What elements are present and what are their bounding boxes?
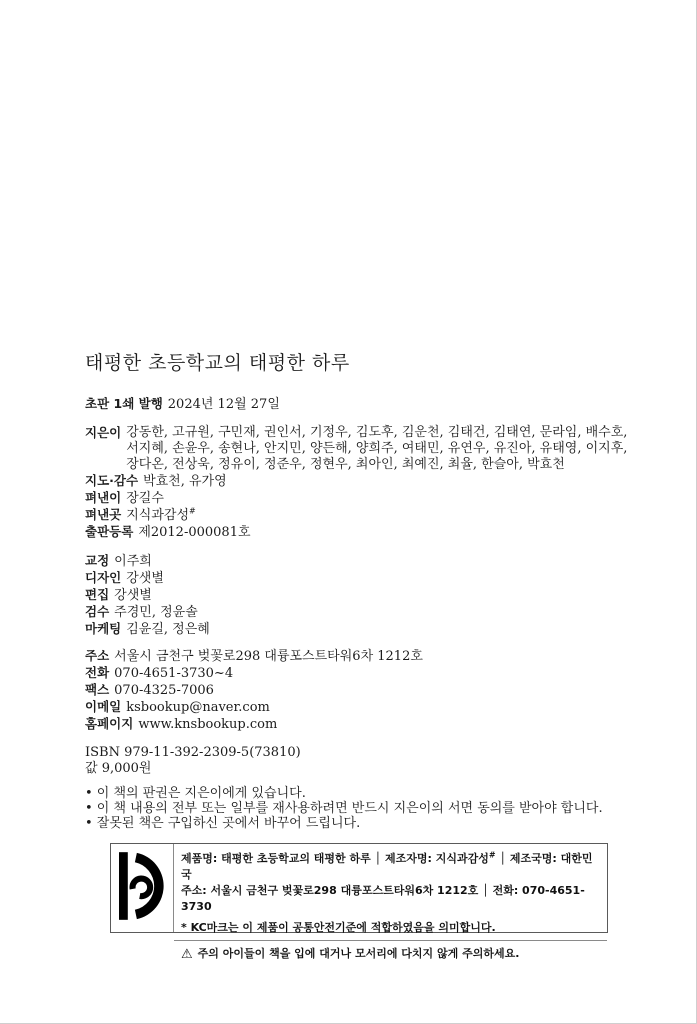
proofreading-value: 이주희 [114,554,152,569]
isbn-section [85,745,636,777]
book-title: 태평한 초등학교의 태평한 하루 [85,352,350,374]
marketing-row [85,621,636,638]
phone-row [85,665,636,682]
authors-row [85,425,636,473]
address-row [85,648,636,665]
edition-section [85,396,636,413]
kc-country-text: │ 제조국명: 대한민국 [181,852,593,881]
authors-line-1: 강동한, 고규원, 구민재, 권인서, 기정우, 김도후, 김운천, 김태건, 김태연, 문라임, 배수호, [126,425,628,440]
kc-brand-mark: # [488,850,496,860]
authors-label: 지은이 [85,425,122,440]
publication-section [85,425,636,541]
editing-row [85,587,636,604]
email-row [85,699,636,716]
homepage-label: 홈페이지 [85,716,134,731]
design-label: 디자인 [85,570,122,585]
notice-reuse-permission: • 이 책 내용의 전부 또는 일부를 재사용하려면 반드시 지은이의 서면 동의를 받아야 합니다. [85,801,603,816]
email-value: ksbookup@naver.com [126,700,270,715]
editing-value: 강샛별 [114,588,152,603]
kc-product-line [181,851,599,883]
publisher-row [85,490,636,507]
notice-defective-exchange: • 잘못된 책은 구입하신 곳에서 바꾸어 드립니다. [85,816,361,831]
kc-product-info [174,844,607,940]
registration-row [85,524,636,541]
registration-label: 출판등록 [85,524,134,539]
warning-triangle-icon: ⚠ [181,946,193,962]
kc-mark-icon [119,852,165,925]
kc-certification-box [110,843,608,962]
review-value: 주경민, 정윤솔 [114,605,198,620]
authors-names [126,425,627,473]
marketing-label: 마케팅 [85,621,122,636]
kc-mark-note: * KC마크는 이 제품이 공통안전기준에 적합하였음을 의미합니다. [181,921,496,934]
design-row [85,570,636,587]
imprint-label: 펴낸곳 [85,507,122,522]
phone-value: 070-4651-3730~4 [114,666,234,681]
homepage-value: www.knsbookup.com [138,717,278,732]
address-label: 주소 [85,648,110,663]
edition-value: 2024년 12월 27일 [167,397,280,412]
supervision-label: 지도·감수 [85,473,139,488]
notice-copyright: • 이 책의 판권은 지은이에게 있습니다. [85,786,306,801]
supervision-row [85,473,636,490]
review-label: 검수 [85,604,110,619]
fax-value: 070-4325-7006 [114,683,214,698]
email-label: 이메일 [85,699,122,714]
publisher-label: 펴낸이 [85,490,122,505]
supervision-value: 박효천, 유가영 [143,474,227,489]
fax-label: 팩스 [85,682,110,697]
isbn-line: ISBN 979-11-392-2309-5(73810) [85,745,301,760]
imprint-brand-mark: # [189,506,196,516]
kc-text-area [174,844,607,962]
kc-product-line-text: 제품명: 태평한 초등학교의 태평한 하루 │ 제조자명: 지식과감성 [181,852,489,865]
imprint-row [85,507,636,524]
design-value: 강샛별 [126,571,164,586]
staff-section [85,553,636,638]
imprint-value: 지식과감성 [126,508,190,523]
editing-label: 편집 [85,587,110,602]
edition-label: 초판 1쇄 발행 [85,396,163,411]
price-line: 값 9,000원 [85,761,152,776]
review-row [85,604,636,621]
proofreading-label: 교정 [85,553,110,568]
phone-label: 전화 [85,665,110,680]
proofreading-row [85,553,636,570]
fax-row [85,682,636,699]
authors-line-2: 서지혜, 손윤우, 송현나, 안지민, 양든해, 양희주, 여태민, 유연우, 유진아, 유태영, 이지후, [126,441,628,456]
marketing-value: 김윤길, 정은혜 [126,622,210,637]
authors-line-3: 장다온, 전상욱, 정유이, 정준우, 정현우, 최아인, 최예진, 최율, 한슬아, 박효천 [126,457,565,472]
contact-section [85,648,636,733]
copyright-notices [85,786,636,831]
kc-warning-row [174,940,607,968]
publisher-value: 장길수 [126,491,164,506]
registration-value: 제2012-000081호 [138,525,251,540]
address-value: 서울시 금천구 벚꽃로298 대륭포스트타워6차 1212호 [114,649,423,664]
homepage-row [85,716,636,733]
edition-line [85,396,636,413]
kc-address-line: 주소: 서울시 금천구 벚꽃로298 대륭포스트타워6차 1212호 │ 전화: 070-4651-3730 [181,884,585,913]
kc-logo-cell [111,844,174,932]
kc-warning-text: 주의 아이들이 책을 입에 대거나 모서리에 다치지 않게 주의하세요. [197,947,520,960]
